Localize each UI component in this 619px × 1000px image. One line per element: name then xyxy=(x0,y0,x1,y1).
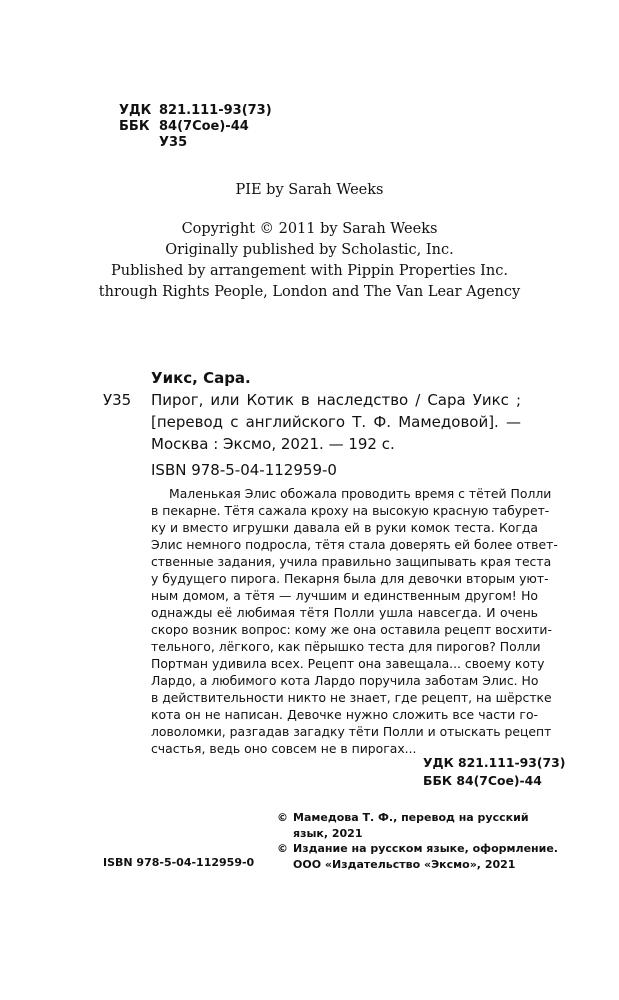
edition-rights-line: Издание на русском языке, оформление. xyxy=(293,842,558,855)
annotation-line: ственные задания, учила правильно защипывать края теста xyxy=(151,554,552,569)
author-mark: У35 xyxy=(159,135,188,150)
bottom-bbk: ББК 84(7Сое)-44 xyxy=(423,773,542,788)
copyright-block xyxy=(0,219,619,303)
annotation-line: тельного, лёгкого, как пёрышко теста для пирогов? Полли xyxy=(151,639,541,654)
annotation xyxy=(151,485,558,757)
udk-value: 821.111-93(73) xyxy=(159,103,272,118)
catalog-isbn: ISBN 978-5-04-112959-0 xyxy=(151,461,337,479)
udk-label: УДК xyxy=(119,103,152,118)
copyright-line: through Rights People, London and The Van Lear Agency xyxy=(98,284,521,300)
copyright-line: Published by arrangement with Pippin Properties Inc. xyxy=(111,263,508,279)
copyright-line: Originally published by Scholastic, Inc. xyxy=(165,242,454,258)
annotation-line: Элис немного подросла, тётя стала доверять ей более ответ- xyxy=(151,537,558,552)
bbk-value: 84(7Сое)-44 xyxy=(159,119,249,134)
catalog-description xyxy=(151,389,521,455)
copyright-symbol: © xyxy=(277,811,288,824)
translation-rights-line: Мамедова Т. Ф., перевод на русский xyxy=(293,811,529,824)
translation-rights-line: язык, 2021 xyxy=(293,826,363,840)
annotation-line: счастья, ведь оно совсем не в пирогах... xyxy=(151,741,417,756)
catalog-author-code: У35 xyxy=(103,391,132,409)
annotation-line: однажды её любимая тётя Полли ушла навсегда. И очень xyxy=(151,605,538,620)
annotation-line: ловоломки, разгадав загадку тёти Полли и отыскать рецепт xyxy=(151,724,552,739)
annotation-line: Лардо, а любимого кота Лардо поручила заботам Элис. Но xyxy=(151,673,539,688)
bbk-row xyxy=(119,119,272,135)
bottom-udk: УДК 821.111-93(73) xyxy=(423,755,566,770)
annotation-line: Маленькая Элис обожала проводить время с тётей Полли xyxy=(169,486,552,501)
annotation-line: Портман удивила всех. Рецепт она завещала... своему коту xyxy=(151,656,545,671)
annotation-line: ку и вместо игрушки давала ей в руки комок теста. Когда xyxy=(151,520,538,535)
edition-rights xyxy=(277,841,558,872)
bbk-label: ББК xyxy=(119,119,150,134)
annotation-line: кота он не написан. Девочке нужно сложить все части го- xyxy=(151,707,538,722)
annotation-line: ным домом, а тётя — лучшим и единственным другом! Но xyxy=(151,588,538,603)
rights-block xyxy=(277,810,558,872)
bottom-classification xyxy=(423,754,565,790)
original-title: PIE by Sarah Weeks xyxy=(235,182,384,198)
annotation-line: в пекарне. Тётя сажала кроху на высокую красную табурет- xyxy=(151,503,550,518)
udk-row xyxy=(119,103,272,119)
classification-codes xyxy=(119,103,272,151)
description-line: Пирог, или Котик в наследство / Сара Уикс ; xyxy=(151,391,521,409)
description-line: Москва : Эксмо, 2021. — 192 с. xyxy=(151,435,395,453)
catalog-author-heading: Уикс, Сара. xyxy=(151,369,251,387)
annotation-line: у будущего пирога. Пекарня была для девочки вторым уют- xyxy=(151,571,549,586)
annotation-line: в действительности никто не знает, где рецепт, на шёрстке xyxy=(151,690,552,705)
description-line: [перевод с английского Т. Ф. Мамедовой]. — xyxy=(151,413,521,431)
copyright-symbol: © xyxy=(277,842,288,855)
edition-rights-line: ООО «Издательство «Эксмо», 2021 xyxy=(293,857,516,871)
bottom-isbn: ISBN 978-5-04-112959-0 xyxy=(103,856,255,869)
translation-rights xyxy=(277,810,558,841)
copyright-line: Copyright © 2011 by Sarah Weeks xyxy=(181,221,438,237)
annotation-line: скоро возник вопрос: кому же она оставила рецепт восхити- xyxy=(151,622,552,637)
